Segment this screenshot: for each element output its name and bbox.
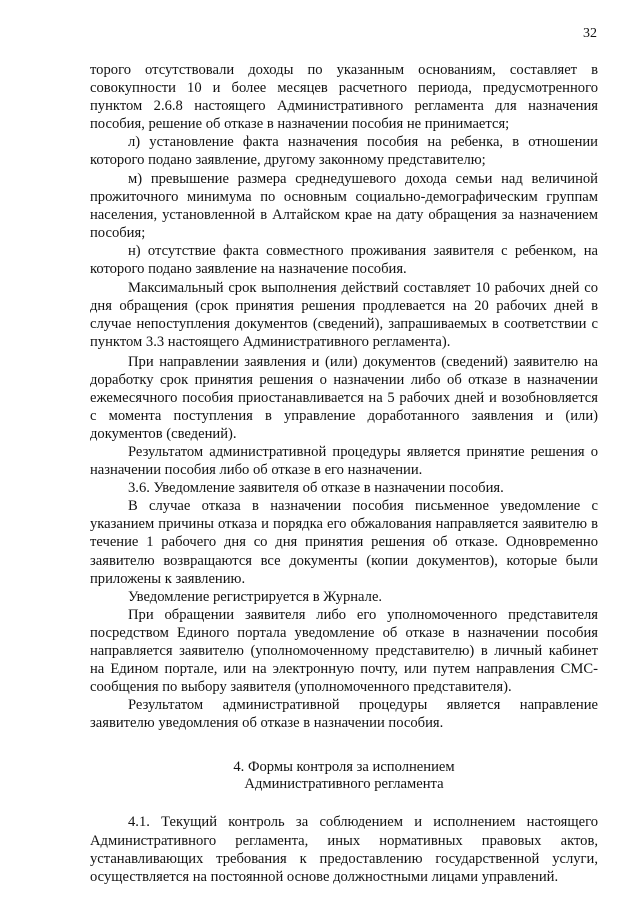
section-heading-line-2: Административного регламента (244, 775, 444, 792)
document-body (90, 61, 598, 886)
paragraph-result-decision: Результатом административной процедуры является принятие решения о назначении пособия либо об отказе в его назначении. (90, 443, 598, 479)
paragraph-max-term: Максимальный срок выполнения действий составляет 10 рабочих дней со дня обращения (срок принятия решения продлевается на 20 рабочих дней в случае непоступления документов (сведений), запрашиваемых в соответствии с пунктом 3.3 настоящего Административного регламента). (90, 280, 598, 351)
paragraph-journal: Уведомление регистрируется в Журнале. (128, 588, 383, 605)
paragraph-unified-portal: При обращении заявителя либо его уполномоченного представителя посредством Единого портала уведомление об отказе в назначении пособия направляется заявителю (уполномоченному представителю) в личный кабинет на Едином портале, или на электронную почту, или путем направления СМС-сообщения по выбору заявителя (уполномоченного представителя). (90, 606, 598, 696)
paragraph-result-notice: Результатом административной процедуры является направление заявителю уведомления об отказе в назначении пособия. (90, 697, 598, 732)
paragraph-section-3-6: 3.6. Уведомление заявителя об отказе в назначении пособия. (128, 480, 504, 497)
paragraph-item-l: л) установление факта назначения пособия на ребенка, в отношении которого подано заявление, другому законному представителю; (90, 134, 598, 169)
paragraph-4-1: 4.1. Текущий контроль за соблюдением и исполнением настоящего Административного регламента, иных нормативных правовых актов, устанавливающих требования к предоставлению государственной услуги, осуществляется на постоянной основе должностными лицами управлений. (90, 814, 598, 885)
section-heading (90, 759, 598, 792)
page-number: 32 (583, 26, 597, 41)
paragraph-continuation: торого отсутствовали доходы по указанным основаниям, составляет в совокупности 10 и более месяцев расчетного периода, предусмотренного пунктом 2.6.8 настоящего Административного регламента для назначения пособия, решение об отказе в назначении пособия не принимается; (90, 62, 598, 133)
paragraph-item-n: н) отсутствие факта совместного проживания заявителя с ребенком, на которого подано заявление на назначение пособия. (90, 242, 598, 278)
paragraph-revision: При направлении заявления и (или) документов (сведений) заявителю на доработку срок принятия решения о назначении либо об отказе в назначении ежемесячного пособия приостанавливается на 5 рабочих дней и возобновляется с момента поступления в управление доработанного заявления и (или) документов (сведений). (90, 353, 598, 442)
section-heading-line-1: 4. Формы контроля за исполнением (233, 759, 455, 776)
paragraph-item-m: м) превышение размера среднедушевого дохода семьи над величиной прожиточного минимума по основным социально-демографическим группам населения, установленной в Алтайском крае на дату обращения за назначением пособия; (90, 170, 598, 241)
paragraph-refusal-notice: В случае отказа в назначении пособия письменное уведомление с указанием причины отказа и порядка его обжалования направляется заявителю в течение 1 рабочего дня со дня принятия решения об отказе. Одновременно заявителю возвращаются все документы (копии документов), которые были приложены к заявлению. (90, 498, 598, 587)
